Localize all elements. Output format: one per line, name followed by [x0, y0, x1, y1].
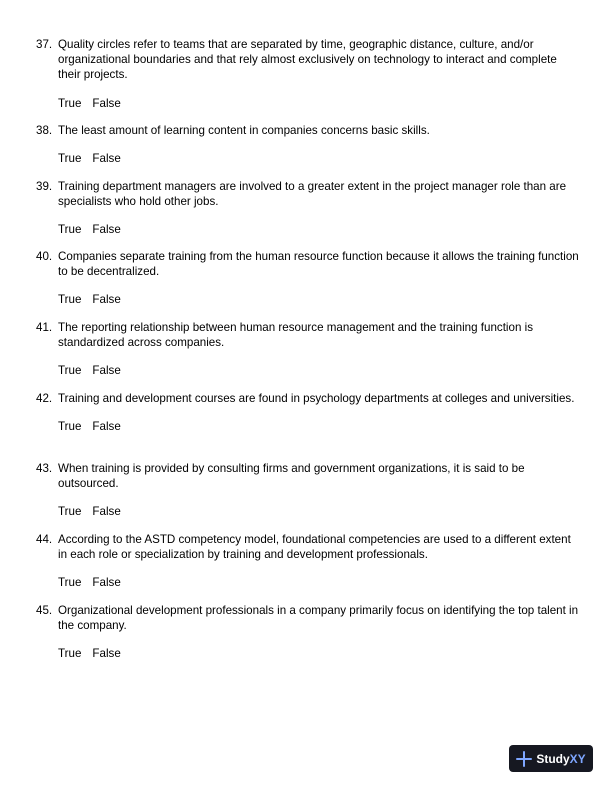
question-40	[36, 249, 581, 307]
question-text: Training department managers are involved to a greater extent in the project manager role than are specialists who hold other jobs.	[58, 180, 567, 209]
question-37	[36, 37, 581, 111]
option-false[interactable]: False	[92, 152, 121, 166]
question-number: 45.	[36, 604, 53, 617]
option-false[interactable]: False	[92, 223, 121, 237]
option-false[interactable]: False	[92, 293, 121, 307]
brand-name-study: Study	[536, 751, 570, 766]
option-false[interactable]: False	[92, 96, 121, 110]
option-true[interactable]: True	[58, 505, 82, 519]
option-false[interactable]: False	[92, 576, 121, 590]
option-true[interactable]: True	[58, 647, 82, 661]
option-true[interactable]: True	[58, 364, 82, 378]
studyxy-badge[interactable]	[509, 745, 593, 772]
question-number: 42.	[36, 392, 53, 405]
question-38	[36, 123, 581, 166]
option-false[interactable]: False	[92, 647, 121, 661]
question-number: 40.	[36, 250, 53, 263]
question-text: The reporting relationship between human resource management and the training function is standardized across companies.	[58, 321, 533, 350]
answer-options	[58, 292, 581, 307]
option-true[interactable]: True	[58, 576, 82, 590]
question-45	[36, 603, 581, 661]
question-39	[36, 179, 581, 237]
answer-options	[58, 575, 581, 590]
question-number: 43.	[36, 462, 53, 475]
option-false[interactable]: False	[92, 364, 121, 378]
option-true[interactable]: True	[58, 420, 82, 434]
question-text: The least amount of learning content in companies concerns basic skills.	[58, 124, 430, 137]
question-44	[36, 532, 581, 590]
question-41	[36, 320, 581, 378]
option-true[interactable]: True	[58, 223, 82, 237]
answer-options	[58, 363, 581, 378]
brand-name-xy: XY	[569, 751, 586, 766]
plus-icon	[516, 751, 532, 767]
option-true[interactable]: True	[58, 293, 82, 307]
answer-options	[58, 222, 581, 237]
option-false[interactable]: False	[92, 505, 121, 519]
question-text: Quality circles refer to teams that are separated by time, geographic distance, culture, and/or organizational boundaries and that rely almost exclusively on technology to interact and complete their projects.	[58, 38, 557, 82]
answer-options	[58, 96, 581, 111]
answer-options	[58, 419, 581, 434]
question-number: 44.	[36, 533, 53, 546]
answer-options	[58, 151, 581, 166]
question-number: 37.	[36, 38, 53, 51]
brand-name	[536, 752, 585, 766]
option-false[interactable]: False	[92, 420, 121, 434]
question-text: Training and development courses are found in psychology departments at colleges and universities.	[58, 392, 575, 405]
question-number: 39.	[36, 180, 53, 193]
option-true[interactable]: True	[58, 152, 82, 166]
question-text: When training is provided by consulting firms and government organizations, it is said to be outsourced.	[58, 462, 525, 491]
question-43	[36, 461, 581, 519]
question-text: Companies separate training from the human resource function because it allows the training function to be decentralized.	[58, 250, 579, 279]
answer-options	[58, 646, 581, 661]
answer-options	[58, 504, 581, 519]
question-number: 38.	[36, 124, 53, 137]
question-text: Organizational development professionals in a company primarily focus on identifying the top talent in the company.	[58, 604, 579, 633]
option-true[interactable]: True	[58, 96, 82, 110]
question-number: 41.	[36, 321, 53, 334]
question-42	[36, 391, 581, 434]
question-text: According to the ASTD competency model, foundational competencies are used to a different extent in each role or specialization by training and development professionals.	[58, 533, 571, 562]
